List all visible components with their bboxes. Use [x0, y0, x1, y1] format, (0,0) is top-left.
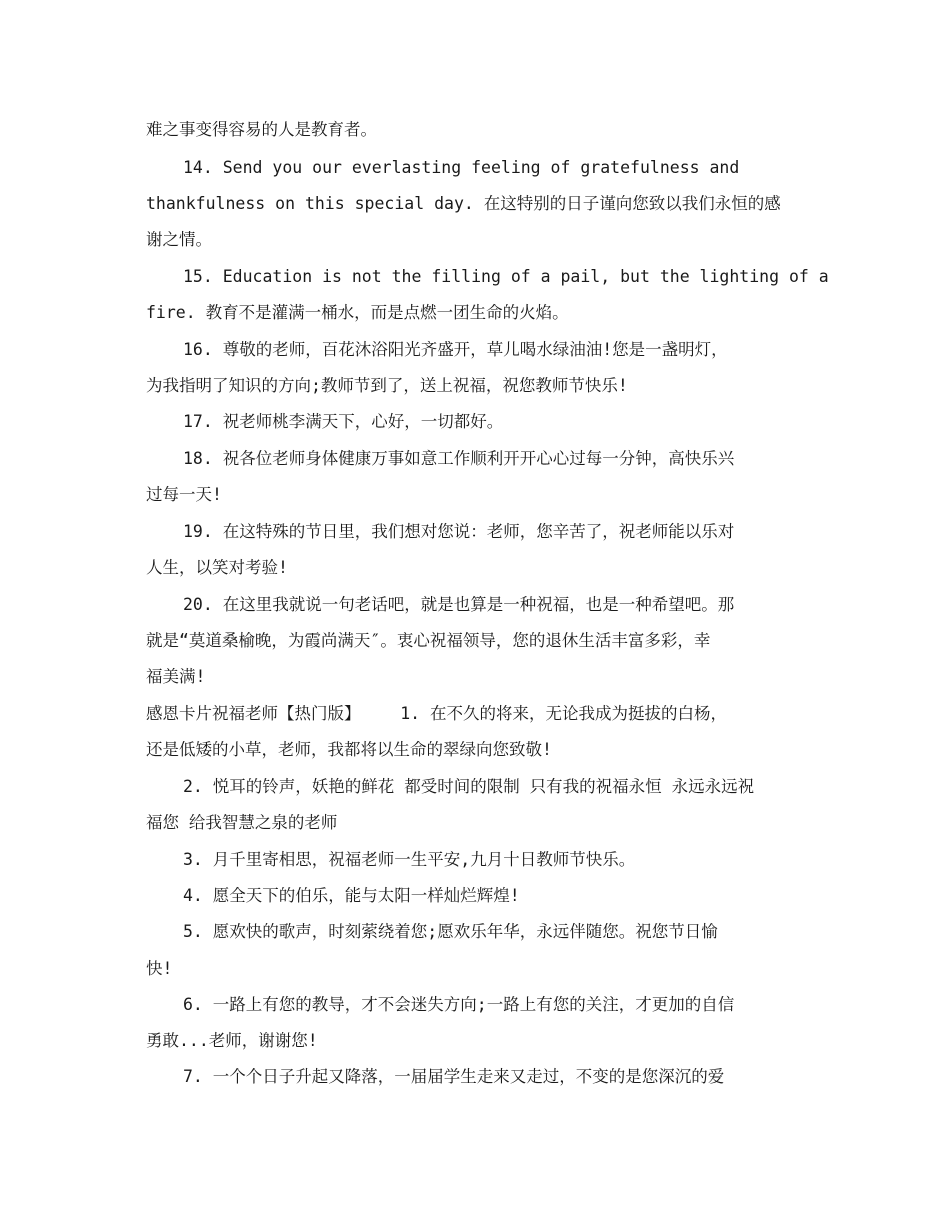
text-line: 还是低矮的小草，老师，我都将以生命的翠绿向您致敬!: [146, 740, 552, 759]
list-item-2: 2. 悦耳的铃声，妖艳的鲜花 都受时间的限制 只有我的祝福永恒 永远永远祝: [183, 777, 755, 796]
text-line: 快!: [146, 959, 173, 978]
text-line: 难之事变得容易的人是教育者。: [146, 120, 377, 139]
text-line: 过每一天!: [146, 485, 222, 504]
list-item-5: 5. 愿欢快的歌声，时刻萦绕着您;愿欢乐年华，永远伴随您。祝您节日愉: [183, 922, 718, 941]
list-item-19: 19. 在这特殊的节日里，我们想对您说：老师，您辛苦了，祝老师能以乐对: [183, 522, 735, 541]
list-item-7: 7. 一个个日子升起又降落，一届届学生走来又走过，不变的是您深沉的爱: [183, 1067, 725, 1086]
list-item-14: 14. Send you our everlasting feeling of gratefulness and: [183, 158, 740, 177]
text-line: 勇敢...老师，谢谢您!: [146, 1031, 318, 1050]
text-line: fire. 教育不是灌满一桶水，而是点燃一团生命的火焰。: [146, 303, 569, 322]
list-item-16: 16. 尊敬的老师，百花沐浴阳光齐盛开，草儿喝水绿油油!您是一盏明灯，: [183, 340, 728, 359]
text-line: 就是“莫道桑榆晚，为霞尚满天″。衷心祝福领导，您的退休生活丰富多彩，幸: [146, 631, 711, 650]
list-item-18: 18. 祝各位老师身体健康万事如意工作顺利开开心心过每一分钟，高快乐兴: [183, 449, 735, 468]
text-line: 谢之情。: [146, 230, 212, 249]
list-item-6: 6. 一路上有您的教导，才不会迷失方向;一路上有您的关注，才更加的自信: [183, 995, 735, 1014]
section-heading-line: 感恩卡片祝福老师【热门版】 1. 在不久的将来，无论我成为挺拔的白杨，: [146, 704, 728, 723]
list-item-15: 15. Education is not the filling of a pail, but the lighting of a: [183, 267, 829, 286]
list-item-4: 4. 愿全天下的伯乐，能与太阳一样灿烂辉煌!: [183, 886, 520, 905]
text-line: 福美满!: [146, 667, 206, 686]
list-item-3: 3. 月千里寄相思，祝福老师一生平安,九月十日教师节快乐。: [183, 850, 636, 869]
text-line: 为我指明了知识的方向;教师节到了，送上祝福，祝您教师节快乐!: [146, 376, 628, 395]
text-line: thankfulness on this special day. 在这特别的日子谨向您致以我们永恒的感: [146, 194, 781, 213]
text-line: 福您 给我智慧之泉的老师: [146, 813, 338, 832]
text-line: 人生，以笑对考验!: [146, 558, 288, 577]
list-item-17: 17. 祝老师桃李满天下，心好，一切都好。: [183, 412, 504, 431]
list-item-20: 20. 在这里我就说一句老话吧，就是也算是一种祝福，也是一种希望吧。那: [183, 595, 735, 614]
